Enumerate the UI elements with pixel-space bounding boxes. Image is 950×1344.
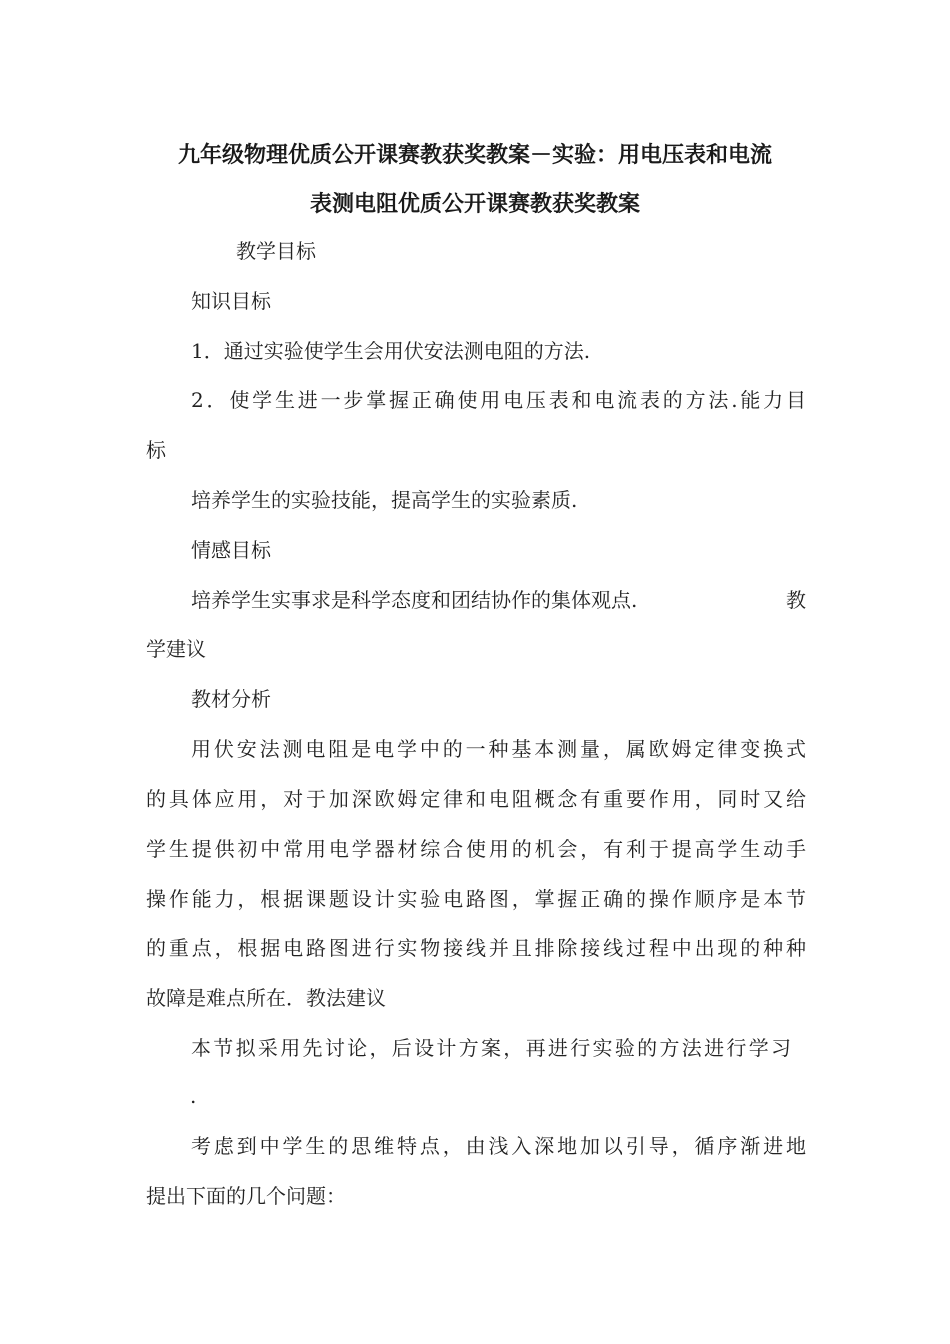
paragraph-line: 操作能力，根据课题设计实验电路图，掌握正确的操作顺序是本节 xyxy=(146,887,806,911)
paragraph-line: 用伏安法测电阻是电学中的一种基本测量，属欧姆定律变换式 xyxy=(191,737,806,761)
paragraph-line: 本节拟采用先讨论，后设计方案，再进行实验的方法进行学习 xyxy=(191,1036,791,1060)
document-title-line-2: 表测电阻优质公开课赛教获奖教案 xyxy=(309,192,640,217)
heading-emotion-goals: 情感目标 xyxy=(191,538,271,562)
heading-material-analysis: 教材分析 xyxy=(191,687,271,711)
paragraph-line: 提出下面的几个问题： xyxy=(146,1184,346,1208)
heading-teaching-suggestions: 学建议 xyxy=(146,637,206,661)
paragraph-line: 的具体应用，对于加深欧姆定律和电阻概念有重要作用，同时又给 xyxy=(146,787,806,811)
document-title-line-1: 九年级物理优质公开课赛教获奖教案－实验：用电压表和电流 xyxy=(177,143,772,168)
heading-teaching-goals: 教学目标 xyxy=(236,239,316,263)
paragraph-line: 2．使学生进一步掌握正确使用电压表和电流表的方法.能力目 xyxy=(191,388,806,412)
paragraph-line: 培养学生的实验技能，提高学生的实验素质. xyxy=(191,488,578,512)
paragraph-line: . xyxy=(190,1084,197,1108)
paragraph-line: 的重点，根据电路图进行实物接线并且排除接线过程中出现的种种 xyxy=(146,936,806,960)
paragraph-line-tail: 教 xyxy=(786,588,806,612)
paragraph-line: 考虑到中学生的思维特点，由浅入深地加以引导，循序渐进地 xyxy=(191,1134,806,1158)
paragraph-line: 培养学生实事求是科学态度和团结协作的集体观点. xyxy=(191,588,638,612)
paragraph-line: 标 xyxy=(146,438,166,462)
heading-knowledge-goals: 知识目标 xyxy=(191,289,271,313)
paragraph-line: 1．通过实验使学生会用伏安法测电阻的方法. xyxy=(191,339,591,363)
paragraph-line: 学生提供初中常用电学器材综合使用的机会，有利于提高学生动手 xyxy=(146,837,806,861)
paragraph-line: 故障是难点所在．教法建议 xyxy=(146,986,386,1010)
